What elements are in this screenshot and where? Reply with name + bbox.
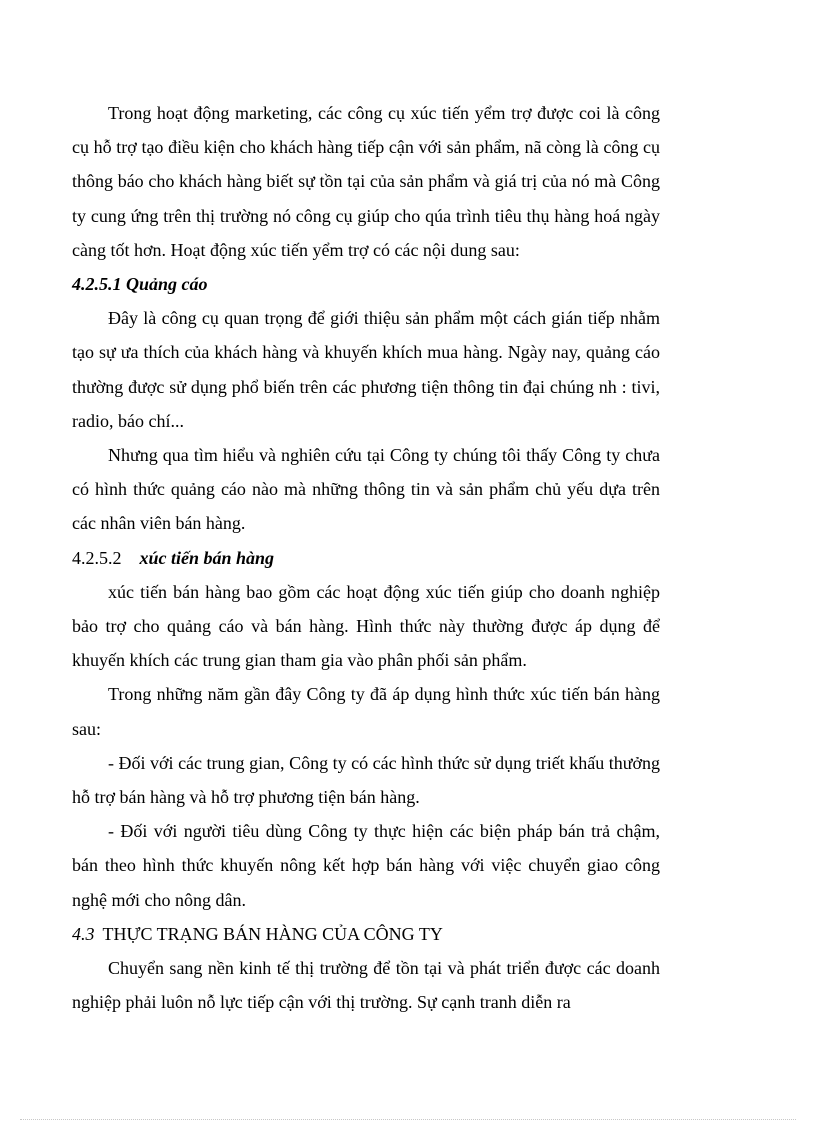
heading-number: 4.2.5.1	[72, 274, 122, 295]
paragraph-advertising-status: Nhưng qua tìm hiểu và nghiên cứu tại Công ty chúng tôi thấy Công ty chưa có hình thức quảng cáo nào mà những thông tin và sản phẩm chủ yếu dựa trên các nhân viên bán hàng.	[72, 445, 660, 534]
footer-divider	[20, 1119, 796, 1120]
heading-4-3	[72, 917, 660, 951]
paragraph-intro: Trong hoạt động marketing, các công cụ xúc tiến yểm trợ được coi là công cụ hỗ trợ tạo điều kiện cho khách hàng tiếp cận với sản phẩm, nã còng là công cụ thông báo cho khách hàng biết sự tồn tại của sản phẩm và giá trị của nó mà Công ty cung ứng trên thị trường nó công cụ giúp cho qúa trình tiêu thụ hàng hoá ngày càng tốt hơn. Hoạt động xúc tiến yểm trợ có các nội dung sau:	[72, 103, 660, 260]
heading-4-2-5-1	[72, 267, 660, 301]
heading-title: xúc tiến bán hàng	[139, 547, 275, 568]
paragraph-intermediaries: - Đối với các trung gian, Công ty có các hình thức sử dụng triết khấu thưởng hỗ trợ bán hàng và hỗ trợ phương tiện bán hàng.	[72, 752, 660, 808]
heading-4-2-5-2	[72, 541, 660, 575]
heading-number: 4.3	[72, 923, 95, 944]
heading-number: 4.2.5.2	[72, 547, 122, 568]
document-page	[72, 96, 660, 1019]
paragraph-sales-promotion: xúc tiến bán hàng bao gồm các hoạt động xúc tiến giúp cho doanh nghiệp bảo trợ cho quảng cáo và bán hàng. Hình thức này thường được áp dụng để khuyến khích các trung gian tham gia vào phân phối sản phẩm.	[72, 581, 660, 671]
heading-title: Quảng cáo	[126, 274, 208, 295]
paragraph-recent-years: Trong những năm gần đây Công ty đã áp dụng hình thức xúc tiến bán hàng sau:	[72, 684, 660, 739]
paragraph-advertising: Đây là công cụ quan trọng để giới thiệu sản phẩm một cách gián tiếp nhằm tạo sự ưa thích của khách hàng và khuyến khích mua hàng. Ngày nay, quảng cáo thường được sử dụng phổ biến trên các phương tiện thông tin đại chúng nh : tivi, radio, báo chí...	[72, 308, 660, 431]
paragraph-consumers: - Đối với người tiêu dùng Công ty thực hiện các biện pháp bán trả chậm, bán theo hình thức khuyến nông kết hợp bán hàng với việc chuyển giao công nghệ mới cho nông dân.	[72, 821, 660, 910]
paragraph-market-transition: Chuyển sang nền kinh tế thị trường để tồn tại và phát triển được các doanh nghiệp phải luôn nỗ lực tiếp cận với thị trường. Sự cạnh tranh diễn ra	[72, 958, 660, 1013]
heading-title: THỰC TRẠNG BÁN HÀNG CỦA CÔNG TY	[102, 923, 443, 944]
